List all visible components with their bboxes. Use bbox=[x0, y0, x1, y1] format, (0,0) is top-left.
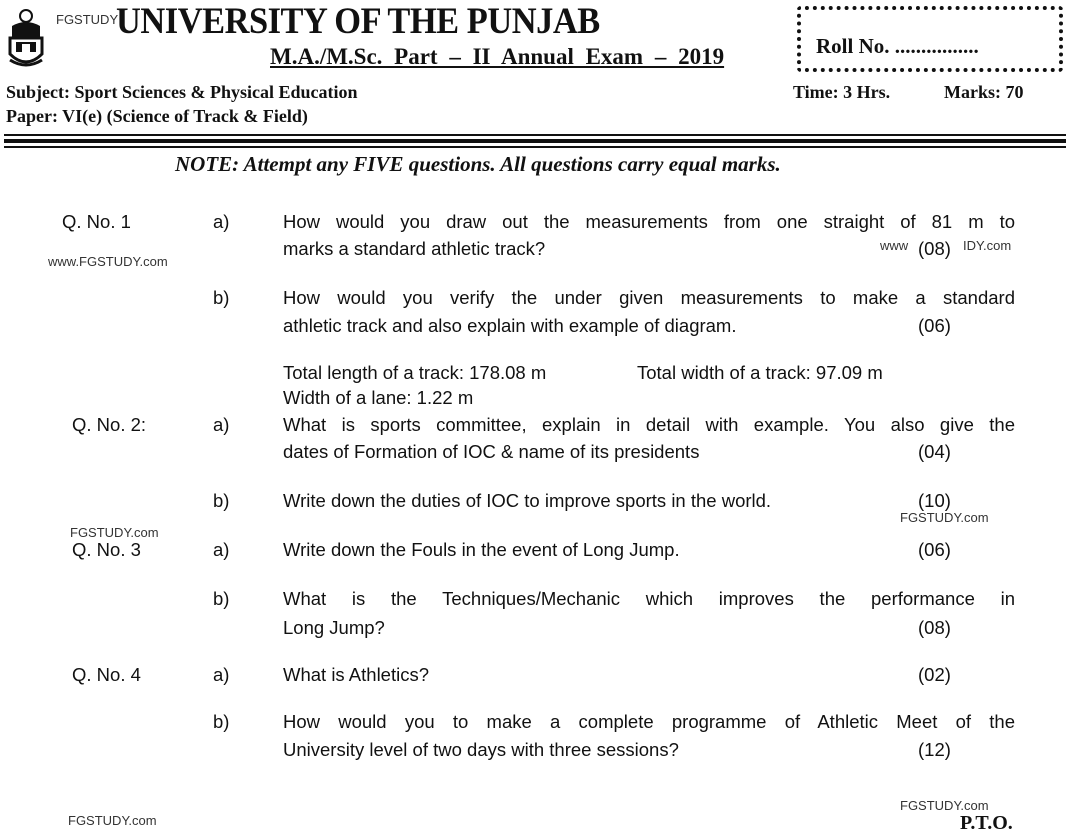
watermark-text: FGSTUDY.com bbox=[900, 798, 989, 813]
part-label: b) bbox=[213, 711, 230, 732]
lane-width: Width of a lane: 1.22 m bbox=[283, 387, 474, 408]
question-text: University level of two days with three sessions? bbox=[283, 739, 679, 760]
watermark-text: FGSTUDY bbox=[56, 12, 119, 27]
question-text: athletic track and also explain with example of diagram. bbox=[283, 315, 737, 336]
question-text: dates of Formation of IOC & name of its presidents bbox=[283, 441, 700, 462]
watermark-text: FGSTUDY.com bbox=[68, 813, 157, 828]
instructions-note: NOTE: Attempt any FIVE questions. All questions carry equal marks. bbox=[175, 152, 781, 176]
question-label: Q. No. 4 bbox=[72, 664, 141, 685]
watermark-text: www.FGSTUDY.com bbox=[48, 254, 168, 269]
divider-line bbox=[4, 139, 1066, 143]
divider-line bbox=[4, 134, 1066, 136]
watermark-text: IDY.com bbox=[963, 238, 1012, 253]
question-label: Q. No. 1 bbox=[62, 211, 131, 232]
part-label: a) bbox=[213, 664, 230, 685]
total-marks-label: Marks: 70 bbox=[944, 82, 1024, 102]
part-label: a) bbox=[213, 211, 230, 232]
exam-title: M.A./M.Sc. Part – II Annual Exam – 2019 bbox=[270, 44, 725, 69]
marks-label: (04) bbox=[918, 441, 951, 462]
marks-label: (12) bbox=[918, 739, 951, 760]
question-text: marks a standard athletic track? bbox=[283, 238, 546, 259]
question-text: How would you to make a complete programme of Athletic Meet of the bbox=[283, 711, 1015, 732]
watermark-text: www bbox=[880, 238, 909, 253]
marks-label: (08) bbox=[918, 238, 951, 259]
question-text: How would you verify the under given measurements to make a standard bbox=[283, 287, 1015, 308]
part-label: a) bbox=[213, 414, 230, 435]
university-crest-logo bbox=[6, 8, 46, 70]
marks-label: (08) bbox=[918, 617, 951, 638]
marks-label: (02) bbox=[918, 664, 951, 685]
question-label: Q. No. 3 bbox=[72, 539, 141, 560]
watermark-text: FGSTUDY.com bbox=[900, 510, 989, 525]
part-label: b) bbox=[213, 588, 230, 609]
marks-label: (06) bbox=[918, 315, 951, 336]
question-text: Long Jump? bbox=[283, 617, 385, 638]
divider-line bbox=[4, 146, 1066, 148]
question-text: Write down the duties of IOC to improve sports in the world. bbox=[283, 490, 772, 511]
marks-label: (10) bbox=[918, 490, 951, 511]
subject-label: Subject: Sport Sciences & Physical Education bbox=[6, 82, 358, 102]
part-label: b) bbox=[213, 287, 230, 308]
time-label: Time: 3 Hrs. bbox=[793, 82, 891, 102]
question-text: Write down the Fouls in the event of Long Jump. bbox=[283, 539, 680, 560]
roll-number-field: Roll No. ................ bbox=[816, 34, 979, 58]
part-label: b) bbox=[213, 490, 230, 511]
university-title: UNIVERSITY OF THE PUNJAB bbox=[116, 1, 600, 42]
paper-label: Paper: VI(e) (Science of Track & Field) bbox=[6, 106, 308, 126]
track-length: Total length of a track: 178.08 m bbox=[283, 362, 547, 383]
question-text: What is sports committee, explain in detail with example. You also give the bbox=[283, 414, 1015, 435]
watermark-text: FGSTUDY.com bbox=[70, 525, 159, 540]
marks-label: (06) bbox=[918, 539, 951, 560]
question-label: Q. No. 2: bbox=[72, 414, 147, 435]
question-text: How would you draw out the measurements from one straight of 81 m to bbox=[283, 211, 1015, 232]
question-text: What is the Techniques/Mechanic which improves the performance in bbox=[283, 588, 1015, 609]
question-text: What is Athletics? bbox=[283, 664, 430, 685]
part-label: a) bbox=[213, 539, 230, 560]
page-turn-over-label: P.T.O. bbox=[960, 812, 1013, 834]
track-width: Total width of a track: 97.09 m bbox=[637, 362, 883, 383]
